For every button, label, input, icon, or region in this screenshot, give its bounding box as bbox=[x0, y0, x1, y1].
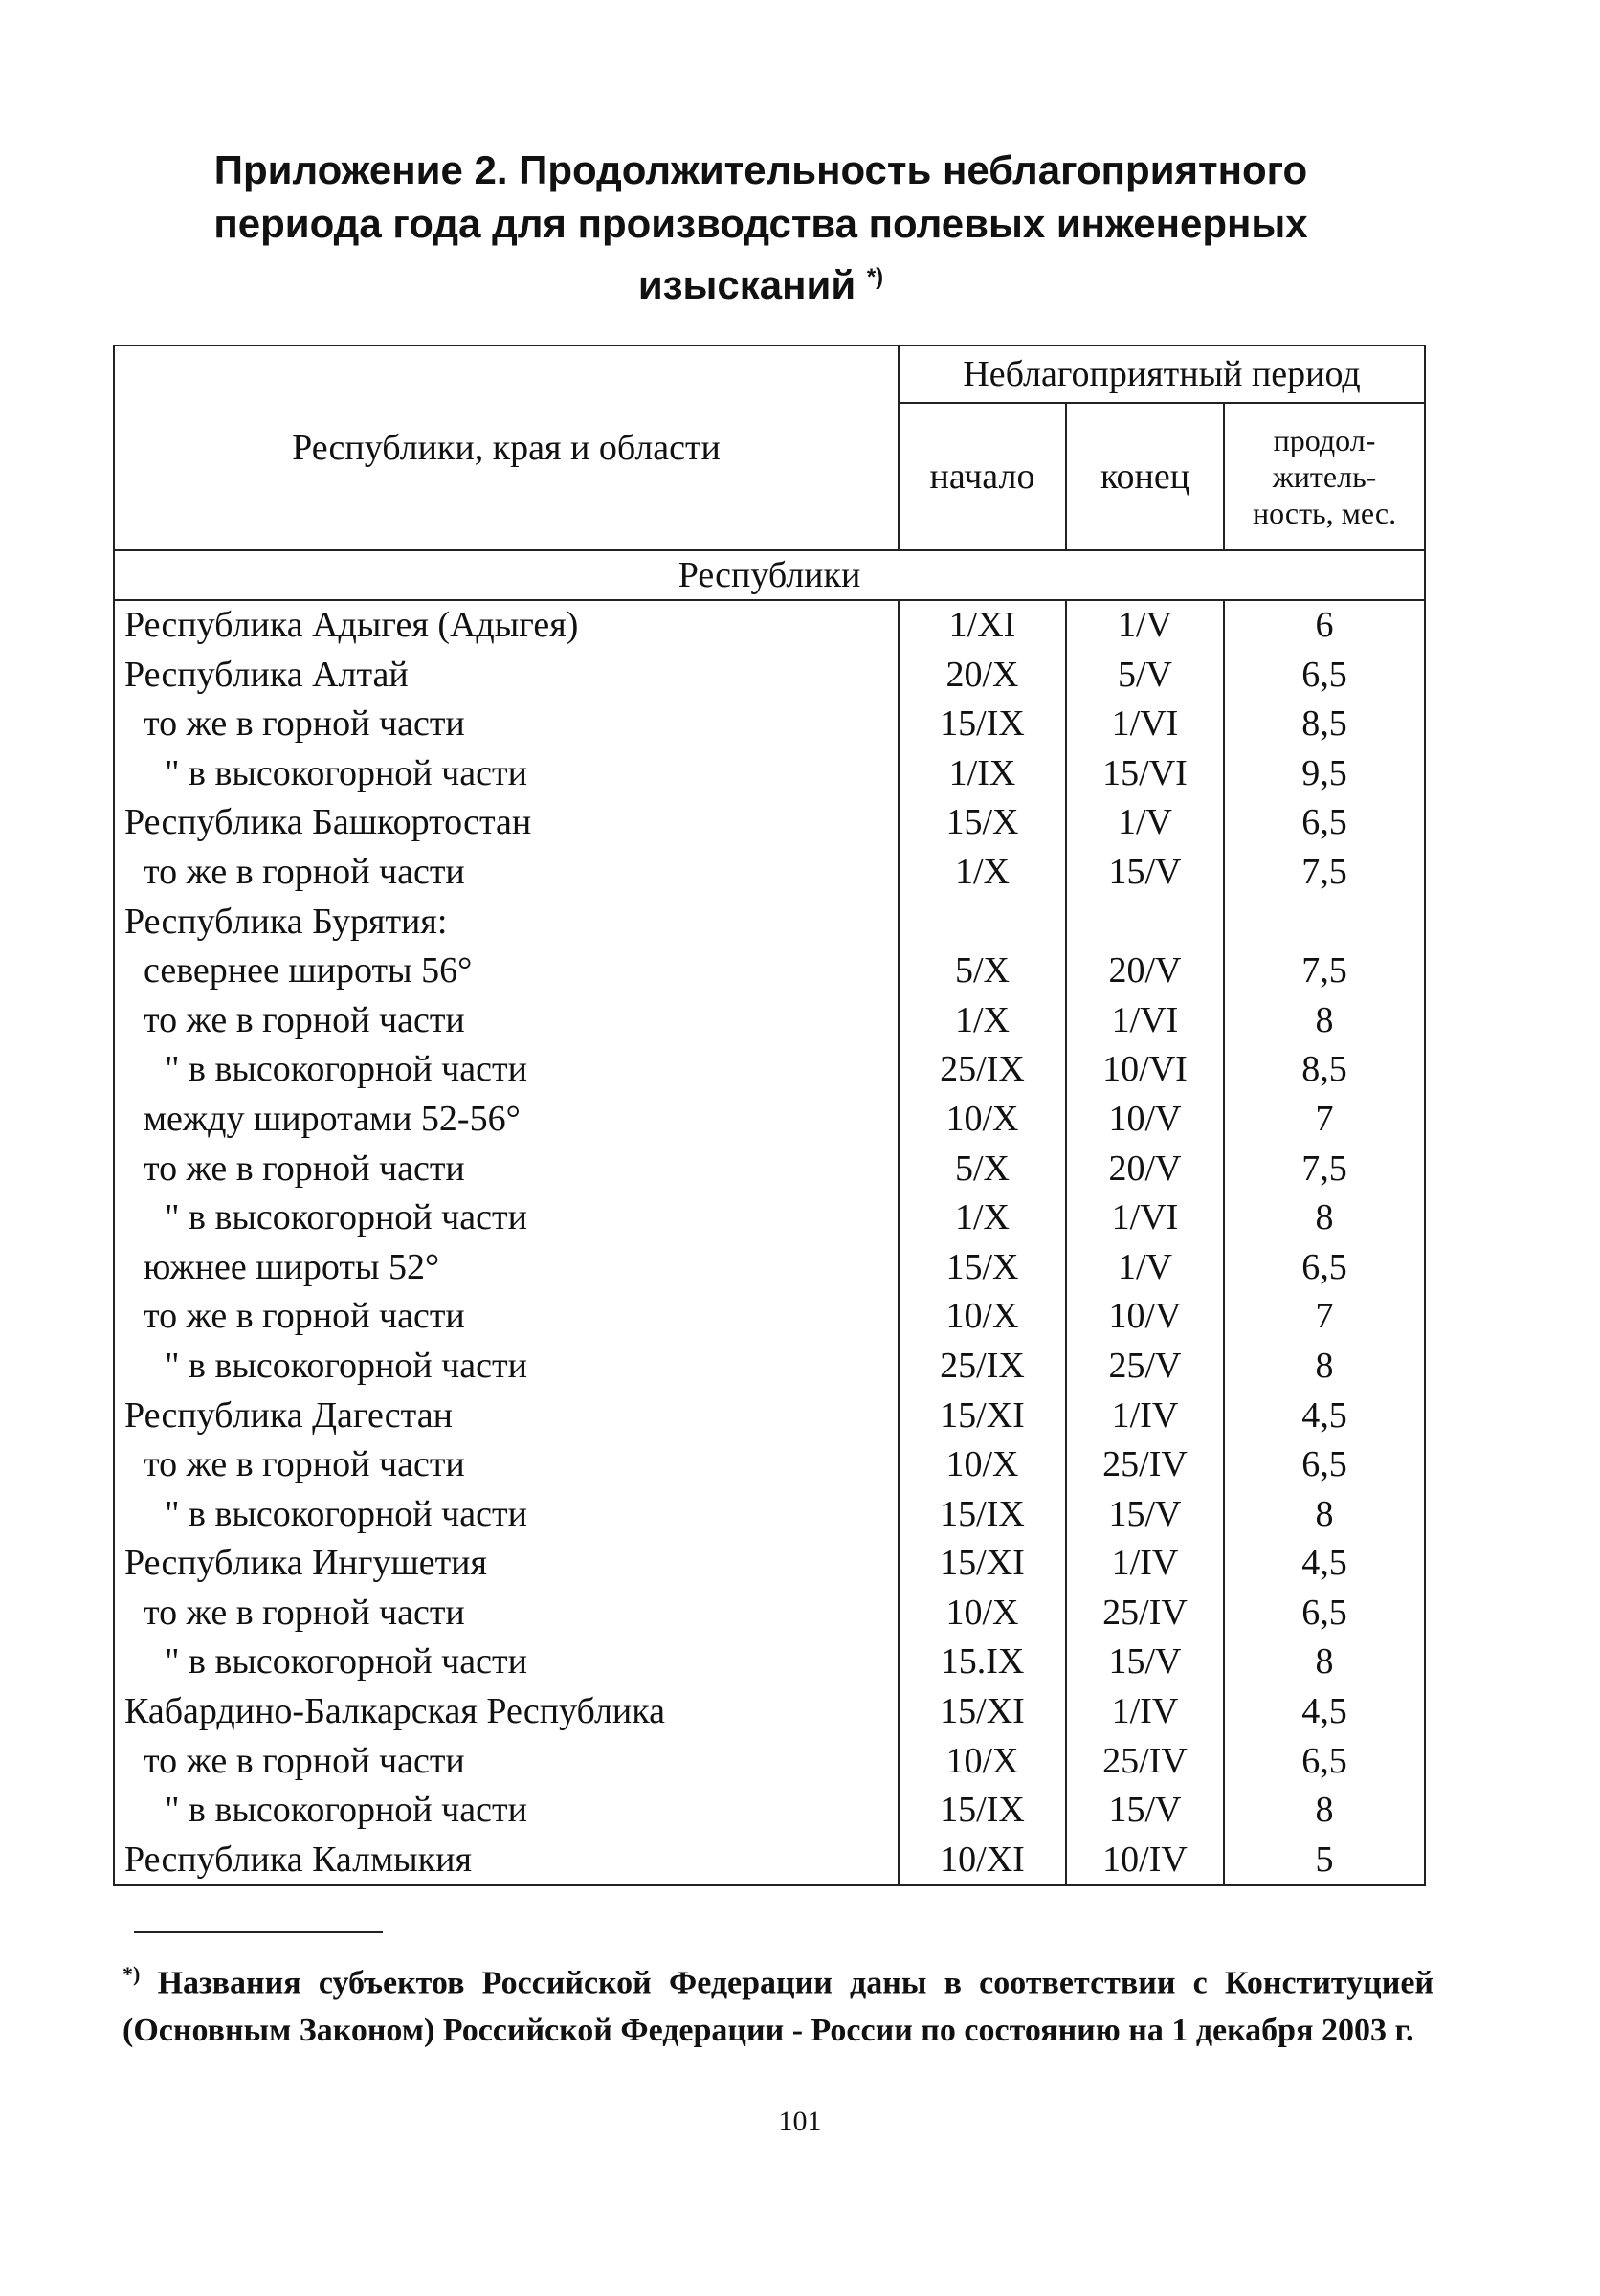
region-name: " в высокогорной части bbox=[114, 1045, 899, 1095]
end-cell: 1/V bbox=[1066, 798, 1224, 848]
start-cell: 1/IX bbox=[899, 749, 1066, 799]
duration-cell: 7,5 bbox=[1224, 1145, 1425, 1194]
duration-cell: 4,5 bbox=[1224, 1687, 1425, 1737]
region-name: то же в горной части bbox=[114, 1589, 899, 1638]
header-duration bbox=[1224, 403, 1425, 550]
duration-cell: 4,5 bbox=[1224, 1392, 1425, 1441]
region-name: Кабардино-Балкарская Республика bbox=[114, 1687, 899, 1737]
start-cell: 10/X bbox=[899, 1589, 1066, 1638]
duration-cell: 8,5 bbox=[1224, 1045, 1425, 1095]
region-name: Республика Алтай bbox=[114, 651, 899, 701]
table-row bbox=[114, 1292, 1425, 1342]
duration-cell: 6,5 bbox=[1224, 651, 1425, 701]
start-cell: 15/IX bbox=[899, 1490, 1066, 1540]
duration-cell: 5 bbox=[1224, 1836, 1425, 1886]
table-row bbox=[114, 1589, 1425, 1638]
table-row bbox=[114, 1539, 1425, 1589]
duration-cell: 6,5 bbox=[1224, 1737, 1425, 1787]
duration-cell: 8,5 bbox=[1224, 700, 1425, 749]
title-footnote-mark: *) bbox=[866, 264, 884, 290]
start-cell: 10/X bbox=[899, 1737, 1066, 1787]
start-cell: 1/XI bbox=[899, 600, 1066, 651]
end-cell: 15/V bbox=[1066, 848, 1224, 898]
start-cell: 20/X bbox=[899, 651, 1066, 701]
end-cell bbox=[1066, 898, 1224, 947]
duration-cell: 7 bbox=[1224, 1292, 1425, 1342]
duration-cell: 8 bbox=[1224, 1786, 1425, 1836]
footnote bbox=[122, 1950, 1433, 2055]
start-cell: 1/X bbox=[899, 996, 1066, 1046]
start-cell: 10/X bbox=[899, 1292, 1066, 1342]
duration-cell: 7,5 bbox=[1224, 947, 1425, 996]
duration-cell: 8 bbox=[1224, 1490, 1425, 1540]
title-line-1: Приложение 2. Продолжительность неблагоприятного bbox=[213, 147, 1308, 192]
start-cell: 15/XI bbox=[899, 1539, 1066, 1589]
table-row bbox=[114, 898, 1425, 947]
region-name: Республика Калмыкия bbox=[114, 1836, 899, 1886]
start-cell: 15/X bbox=[899, 798, 1066, 848]
region-name: то же в горной части bbox=[114, 700, 899, 749]
duration-cell: 6,5 bbox=[1224, 798, 1425, 848]
table-row bbox=[114, 798, 1425, 848]
start-cell: 10/XI bbox=[899, 1836, 1066, 1886]
duration-cell: 6,5 bbox=[1224, 1589, 1425, 1638]
section-row bbox=[114, 550, 1425, 600]
end-cell: 15/VI bbox=[1066, 749, 1224, 799]
table-row bbox=[114, 700, 1425, 749]
section-label: Республики bbox=[114, 550, 1425, 600]
table-row bbox=[114, 996, 1425, 1046]
header-period: Неблагоприятный период bbox=[899, 346, 1425, 403]
title-line-3 bbox=[144, 251, 1378, 312]
end-cell: 1/V bbox=[1066, 600, 1224, 651]
header-row-1 bbox=[114, 346, 1425, 403]
header-start: начало bbox=[899, 403, 1066, 550]
region-name: Республика Адыгея (Адыгея) bbox=[114, 600, 899, 651]
end-cell: 15/V bbox=[1066, 1786, 1224, 1836]
duration-cell: 6 bbox=[1224, 600, 1425, 651]
region-name: " в высокогорной части bbox=[114, 1490, 899, 1540]
table-row bbox=[114, 1243, 1425, 1293]
region-name: Республика Ингушетия bbox=[114, 1539, 899, 1589]
end-cell: 25/V bbox=[1066, 1342, 1224, 1392]
end-cell: 15/V bbox=[1066, 1490, 1224, 1540]
duration-cell: 6,5 bbox=[1224, 1243, 1425, 1293]
end-cell: 25/IV bbox=[1066, 1440, 1224, 1490]
header-regions: Республики, края и области bbox=[114, 346, 899, 550]
region-name: то же в горной части bbox=[114, 1145, 899, 1194]
region-name: " в высокогорной части bbox=[114, 749, 899, 799]
end-cell: 1/VI bbox=[1066, 996, 1224, 1046]
duration-cell: 7 bbox=[1224, 1095, 1425, 1145]
table-row bbox=[114, 848, 1425, 898]
end-cell: 20/V bbox=[1066, 1145, 1224, 1194]
end-cell: 1/VI bbox=[1066, 700, 1224, 749]
region-name: севернее широты 56° bbox=[114, 947, 899, 996]
duration-cell bbox=[1224, 898, 1425, 947]
footnote-divider bbox=[134, 1931, 383, 1933]
start-cell: 15.IX bbox=[899, 1638, 1066, 1687]
header-duration-line-1: продол- bbox=[1273, 423, 1376, 457]
header-end: конец bbox=[1066, 403, 1224, 550]
end-cell: 1/IV bbox=[1066, 1539, 1224, 1589]
page-title bbox=[144, 144, 1378, 312]
start-cell: 25/IX bbox=[899, 1045, 1066, 1095]
table-row bbox=[114, 651, 1425, 701]
table-row bbox=[114, 1095, 1425, 1145]
table-row bbox=[114, 1440, 1425, 1490]
table-row bbox=[114, 1638, 1425, 1687]
table-row bbox=[114, 1490, 1425, 1540]
duration-cell: 8 bbox=[1224, 1638, 1425, 1687]
table-row bbox=[114, 1145, 1425, 1194]
region-name: то же в горной части bbox=[114, 996, 899, 1046]
region-name: то же в горной части bbox=[114, 1737, 899, 1787]
duration-cell: 9,5 bbox=[1224, 749, 1425, 799]
table-row bbox=[114, 1687, 1425, 1737]
start-cell: 1/X bbox=[899, 848, 1066, 898]
start-cell: 15/IX bbox=[899, 1786, 1066, 1836]
table-row bbox=[114, 1737, 1425, 1787]
start-cell: 5/X bbox=[899, 1145, 1066, 1194]
end-cell: 10/V bbox=[1066, 1095, 1224, 1145]
end-cell: 10/V bbox=[1066, 1292, 1224, 1342]
duration-cell: 6,5 bbox=[1224, 1440, 1425, 1490]
start-cell: 15/XI bbox=[899, 1687, 1066, 1737]
end-cell: 20/V bbox=[1066, 947, 1224, 996]
region-name: то же в горной части bbox=[114, 1292, 899, 1342]
table-row bbox=[114, 749, 1425, 799]
table-row bbox=[114, 1193, 1425, 1243]
region-name: " в высокогорной части bbox=[114, 1342, 899, 1392]
footnote-mark: *) bbox=[122, 1962, 141, 1986]
table-row bbox=[114, 1342, 1425, 1392]
start-cell: 15/XI bbox=[899, 1392, 1066, 1441]
table-row bbox=[114, 1045, 1425, 1095]
region-name: " в высокогорной части bbox=[114, 1786, 899, 1836]
table-row bbox=[114, 1392, 1425, 1441]
period-table bbox=[113, 345, 1426, 1886]
region-name: Республика Башкортостан bbox=[114, 798, 899, 848]
region-name: южнее широты 52° bbox=[114, 1243, 899, 1293]
header-duration-line-2: житель- bbox=[1272, 459, 1377, 494]
start-cell: 25/IX bbox=[899, 1342, 1066, 1392]
end-cell: 25/IV bbox=[1066, 1589, 1224, 1638]
header-duration-line-3: ность, мес. bbox=[1252, 496, 1397, 530]
page-number: 101 bbox=[778, 2106, 822, 2137]
duration-cell: 8 bbox=[1224, 1342, 1425, 1392]
region-name: то же в горной части bbox=[114, 848, 899, 898]
title-line-3-text: изысканий bbox=[637, 262, 856, 307]
region-name: то же в горной части bbox=[114, 1440, 899, 1490]
start-cell: 1/X bbox=[899, 1193, 1066, 1243]
end-cell: 15/V bbox=[1066, 1638, 1224, 1687]
end-cell: 10/IV bbox=[1066, 1836, 1224, 1886]
end-cell: 1/V bbox=[1066, 1243, 1224, 1293]
region-name: " в высокогорной части bbox=[114, 1193, 899, 1243]
end-cell: 1/IV bbox=[1066, 1687, 1224, 1737]
end-cell: 1/VI bbox=[1066, 1193, 1224, 1243]
duration-cell: 7,5 bbox=[1224, 848, 1425, 898]
end-cell: 1/IV bbox=[1066, 1392, 1224, 1441]
start-cell: 15/IX bbox=[899, 700, 1066, 749]
start-cell: 5/X bbox=[899, 947, 1066, 996]
footnote-text: Названия субъектов Российской Федерации даны в соответствии с Конституцией (Основным Законом) Российской Федерации - России по состоянию на 1 декабря 2003 г. bbox=[122, 1965, 1433, 2049]
start-cell bbox=[899, 898, 1066, 947]
table-row bbox=[114, 947, 1425, 996]
start-cell: 10/X bbox=[899, 1440, 1066, 1490]
end-cell: 10/VI bbox=[1066, 1045, 1224, 1095]
duration-cell: 8 bbox=[1224, 996, 1425, 1046]
start-cell: 15/X bbox=[899, 1243, 1066, 1293]
region-name: между широтами 52-56° bbox=[114, 1095, 899, 1145]
table-row bbox=[114, 1836, 1425, 1886]
region-name: " в высокогорной части bbox=[114, 1638, 899, 1687]
table-row bbox=[114, 1786, 1425, 1836]
duration-cell: 4,5 bbox=[1224, 1539, 1425, 1589]
region-name: Республика Дагестан bbox=[114, 1392, 899, 1441]
title-line-2: периода года для производства полевых инженерных bbox=[213, 201, 1308, 246]
start-cell: 10/X bbox=[899, 1095, 1066, 1145]
end-cell: 5/V bbox=[1066, 651, 1224, 701]
duration-cell: 8 bbox=[1224, 1193, 1425, 1243]
table-row bbox=[114, 600, 1425, 651]
end-cell: 25/IV bbox=[1066, 1737, 1224, 1787]
region-name: Республика Бурятия: bbox=[114, 898, 899, 947]
